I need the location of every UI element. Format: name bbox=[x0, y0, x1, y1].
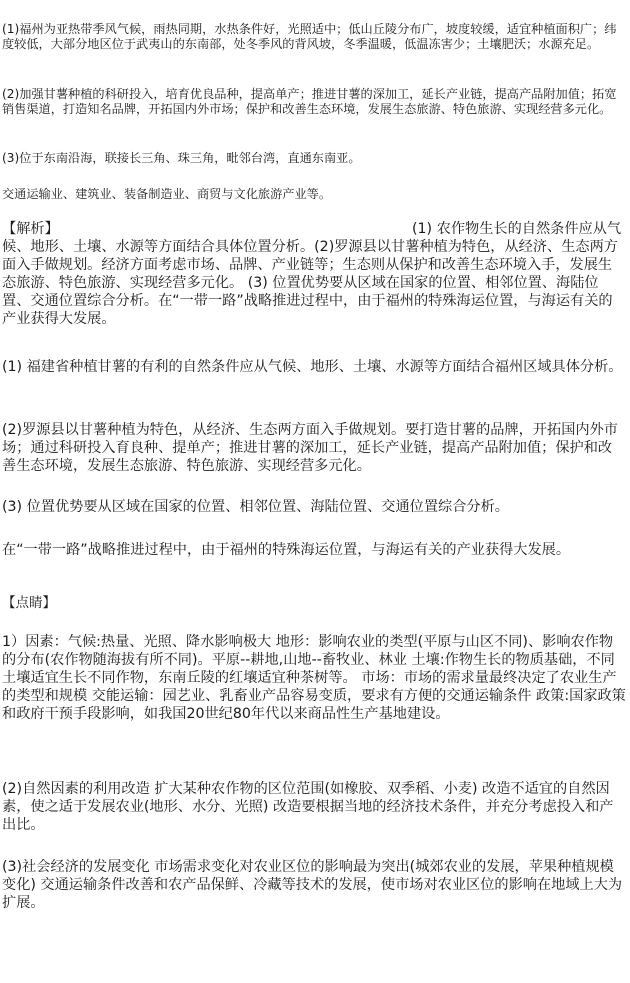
analysis-paragraph-1: (1) 福建省种植甘薯的有利的自然条件应从气候、地形、土壤、水源等方面结合福州区域具体分析。 bbox=[2, 359, 623, 375]
answer-paragraph-2: (2)加强甘薯种植的科研投入，培育优良品种，提高单产；推进甘薯的深加工，延长产业链，提高产品附加值；拓宽销售渠道，打造知名品牌，开拓国内外市场；保护和改善生态环境，发展生态旅游、特色旅游、实现经营多元化。 bbox=[2, 87, 617, 116]
analysis-heading: 【解析】 bbox=[2, 221, 59, 237]
analysis-lead-paragraph bbox=[2, 220, 626, 328]
answer-paragraph-3: (3)位于东南沿海，联接长三角、珠三角，毗邻台湾，直通东南亚。 bbox=[2, 151, 361, 165]
analysis-lead-number: (1) bbox=[412, 221, 433, 237]
tips-paragraph-3: (3)社会经济的发展变化 市场需求变化对农业区位的影响最为突出(城郊农业的发展，苹果种植规模变化) 交通运输条件改善和农产品保鲜、冷藏等技术的发展，使市场对农业区位的影响在地域上大为扩展。 bbox=[2, 859, 623, 911]
analysis-lead-text: 农作物生长的自然条件应从气候、地形、土壤、水源等方面结合具体位置分析。(2)罗源县以甘薯种植为特色，从经济、生态两方面入手做规划。经济方面考虑市场、品牌、产业链等；生态则从保护和改善生态环境入手，发展生态旅游、特色旅游、实现经营多元化。 (3) 位置优势要从区域在国家的位置、相邻位置、海陆位置、交通位置综合分析。在“一带一路”战略推进过程中，由于福州的特殊海运位置，与海运有关的产业获得大发展。 bbox=[2, 221, 622, 327]
answer-paragraph-4: 交通运输业、建筑业、装备制造业、商贸与文化旅游产业等。 bbox=[2, 187, 332, 201]
analysis-paragraph-3: (3) 位置优势要从区域在国家的位置、相邻位置、海陆位置、交通位置综合分析。 bbox=[2, 499, 509, 515]
tips-heading: 【点睛】 bbox=[2, 595, 56, 611]
analysis-paragraph-4: 在“一带一路”战略推进过程中，由于福州的特殊海运位置，与海运有关的产业获得大发展。 bbox=[2, 542, 571, 558]
tips-paragraph-1: 1）因素：气候:热量、光照、降水影响极大 地形：影响农业的类型(平原与山区不同)、影响农作物的分布(农作物随海拔有所不同)。平原--耕地,山地--畜牧业、林业 土壤:作物生长的物质基础，不同土壤适宜生长不同作物，东南丘陵的红壤适宜种茶树等。 市场：市场的需求量最终决定了农业生产的类型和规模 交能运输：园艺业、乳畜业产品容易变质，要求有方便的交通运输条件 政策:国家政策和政府干预手段影响，如我国20世纪80年代以来商品性生产基地建设。 bbox=[2, 634, 626, 722]
analysis-paragraph-2: (2)罗源县以甘薯种植为特色，从经济、生态两方面入手做规划。要打造甘薯的品牌，开拓国内外市场；通过科研投入育良种、提单产；推进甘薯的深加工，延长产业链，提高产品附加值；保护和改善生态环境，发展生态旅游、特色旅游、实现经营多元化。 bbox=[2, 422, 618, 474]
answer-paragraph-1: (1)福州为亚热带季风气候，雨热同期，水热条件好，光照适中；低山丘陵分布广，坡度较缓，适宜种植面积广；纬度较低，大部分地区位于武夷山的东南部，处冬季风的背风坡，冬季温暖，低温冻害少；土壤肥沃；水源充足。 bbox=[2, 22, 617, 51]
tips-paragraph-2: (2)自然因素的利用改造 扩大某种农作物的区位范围(如橡胶、双季稻、小麦) 改造不适宜的自然因素，使之适于发展农业(地形、水分、光照) 改造要根据当地的经济技术条件，并充分考虑投入和产出比。 bbox=[2, 781, 614, 833]
